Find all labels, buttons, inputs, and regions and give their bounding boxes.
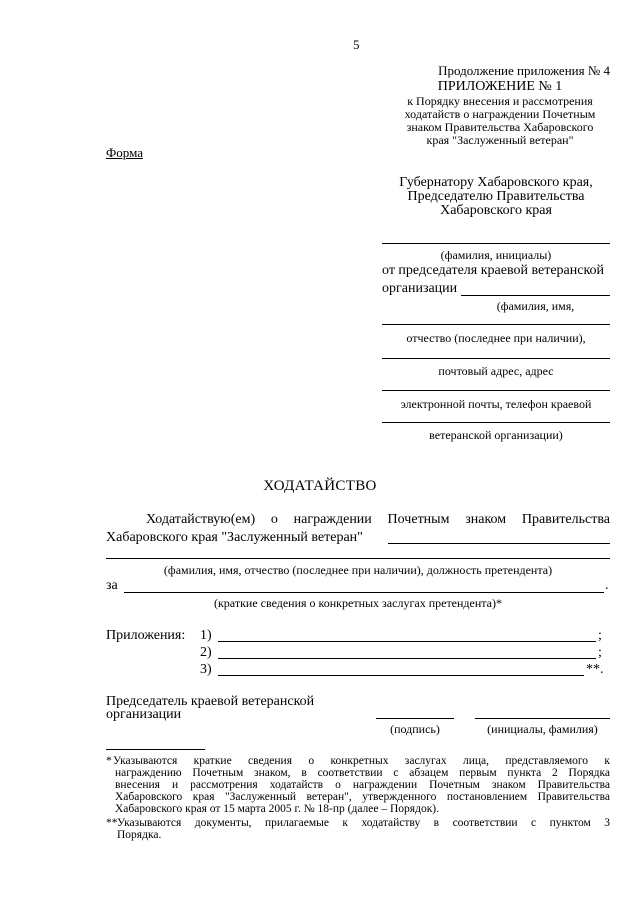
signature-title-2: организации — [106, 707, 182, 722]
chairman-name-line — [461, 295, 610, 296]
caption-chairman-1: (фамилия, имя, — [496, 299, 575, 313]
org-label: организации — [382, 281, 458, 296]
footnote-line: Указываются краткие сведения о конкретных заслугах лица, представляемого к — [113, 755, 610, 767]
footnote-line: Порядка. — [117, 829, 162, 841]
caption-initials: (инициалы, фамилия) — [487, 722, 598, 736]
appendix-title: ПРИЛОЖЕНИЕ № 1 — [437, 79, 563, 94]
footnote-2 — [117, 817, 610, 841]
footnote-1 — [113, 755, 610, 815]
caption-governor-name: (фамилия, инициалы) — [440, 248, 552, 262]
addressee-block — [380, 176, 612, 218]
addressee-line: Хабаровского края — [440, 203, 552, 218]
body-line-2: Хабаровского края "Заслуженный ветеран" — [106, 530, 363, 545]
footnote-line: внесения и рассмотрения ходатайств о награждении Почетным знаком Правительства — [115, 779, 610, 791]
addressee-line: Губернатору Хабаровского края, — [399, 175, 593, 190]
from-line: от председателя краевой ветеранской — [382, 263, 605, 278]
footnote-separator — [106, 749, 205, 750]
body-line-1: Ходатайствую(ем) о награждении Почетным знаком Правительства — [146, 512, 610, 527]
chairman-line-3 — [382, 358, 610, 359]
footnote-line: Хабаровского края от 15 марта 2005 г. № 18-пр (далее – Порядок). — [115, 803, 439, 815]
candidate-line-1 — [388, 543, 610, 544]
za-label: за — [106, 578, 118, 593]
caption-chairman-4: электронной почты, телефон краевой — [400, 397, 592, 411]
merits-line — [124, 592, 604, 593]
footnote-1-marker: * — [106, 755, 112, 767]
document-heading: ХОДАТАЙСТВО — [263, 478, 377, 494]
chairman-line-2 — [382, 324, 610, 325]
signature-line — [376, 718, 454, 719]
attachment-line — [218, 675, 584, 676]
attachment-end: ; — [598, 628, 602, 643]
caption-candidate: (фамилия, имя, отчество (последнее при наличии), должность претендента) — [163, 563, 553, 577]
attachment-end: ; — [598, 645, 602, 660]
candidate-line-2 — [106, 558, 610, 559]
caption-merits: (краткие сведения о конкретных заслугах претендента)* — [213, 596, 502, 610]
attachment-number: 1) — [200, 628, 212, 643]
footnote-line: награждению Почетным знаком, в соответствии с абзацем первым пункта 2 Порядка — [115, 767, 610, 779]
footnote-2-marker: ** — [106, 817, 118, 829]
page-number: 5 — [353, 37, 360, 52]
footnote-line: Хабаровского края "Заслуженный ветеран", утвержденного постановлением Правительства — [115, 791, 610, 803]
attachment-number: 2) — [200, 645, 212, 660]
caption-signature: (подпись) — [390, 722, 440, 736]
form-label: Форма — [106, 145, 143, 160]
attachment-end: **. — [586, 662, 604, 677]
appendix-line: знаком Правительства Хабаровского — [406, 120, 594, 134]
governor-name-line — [382, 243, 610, 244]
merits-period: . — [605, 578, 609, 593]
addressee-line: Председателю Правительства — [407, 189, 585, 204]
chairman-line-5 — [382, 422, 610, 423]
chairman-line-4 — [382, 390, 610, 391]
attachments-label: Приложения: — [106, 628, 186, 643]
appendix-line: к Порядку внесения и рассмотрения — [407, 94, 593, 108]
caption-chairman-3: почтовый адрес, адрес — [438, 364, 554, 378]
attachment-line — [218, 641, 596, 642]
appendix-block — [380, 80, 620, 147]
attachment-number: 3) — [200, 662, 212, 677]
footnote-line: Указываются документы, прилагаемые к ходатайству в соответствии с пунктом 3 — [117, 817, 610, 829]
attachment-line — [218, 658, 596, 659]
continuation-note: Продолжение приложения № 4 — [438, 63, 610, 78]
initials-line — [475, 718, 610, 719]
appendix-line: ходатайств о награждении Почетным — [404, 107, 596, 121]
appendix-line: края "Заслуженный ветеран" — [426, 133, 574, 147]
signature-title-1: Председатель краевой ветеранской — [106, 694, 315, 709]
caption-chairman-5: ветеранской организации) — [429, 428, 563, 442]
caption-chairman-2: отчество (последнее при наличии), — [406, 331, 586, 345]
